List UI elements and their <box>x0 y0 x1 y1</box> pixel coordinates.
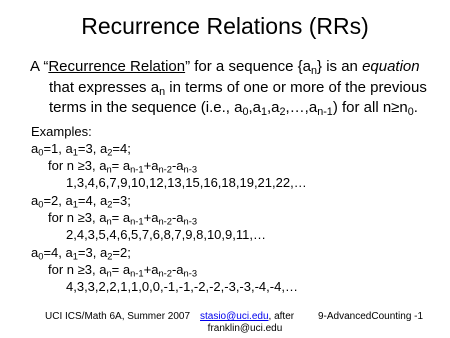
slide-title: Recurrence Relations (RRs) <box>81 13 369 39</box>
footer-slide-number: 9-AdvancedCounting -1 <box>318 311 424 322</box>
examples-label: Examples: <box>31 124 92 139</box>
footer-course: UCI ICS/Math 6A, Summer 2007 <box>45 311 191 322</box>
example-3-rule: for n ≥3, $a_n= a_{n-1}+a_{n-2}-a_{n-3}$ <box>48 262 198 279</box>
footer-credits: stasio@uci.edu, after franklin@uci.edu <box>200 311 295 334</box>
equation-term: equation <box>362 58 420 75</box>
footer-email-2: franklin@uci.edu <box>207 323 283 334</box>
definition-line-2: that expresses $a_n$ in terms of one or more of the previous <box>49 79 427 99</box>
recurrence-relation-term: Recurrence Relation <box>48 58 186 75</box>
example-3-initial-values: $a_0=4$, $a_1=3$, $a_2=2$; <box>31 245 131 262</box>
definition-line-1: A “Recurrence Relation” for a sequence $\{a_n\}$ is an equation <box>30 58 420 78</box>
footer-email-link[interactable]: stasio@uci.edu <box>200 311 269 322</box>
example-2-initial-values: $a_0=2$, $a_1=4$, $a_2=3$; <box>31 193 131 210</box>
example-1-initial-values: $a_0=1$, $a_1=3$, $a_2=4$; <box>31 141 131 158</box>
definition-line-3: terms in the sequence (i.e., $a_0,a_1,a_2,\dots,a_{n-1}$) for all $n\ge n_0$. <box>49 99 418 119</box>
example-3-sequence: 4,3,3,2,2,1,1,0,0,-1,-1,-2,-2,-3,-3,-4,-4,… <box>66 279 298 294</box>
example-2-rule: for n ≥3, $a_n= a_{n-1}+a_{n-2}-a_{n-3}$ <box>48 210 198 227</box>
example-2-sequence: 2,4,3,5,4,6,5,7,6,8,7,9,8,10,9,11,… <box>66 227 266 242</box>
example-1-sequence: 1,3,4,6,7,9,10,12,13,15,16,18,19,21,22,… <box>66 175 307 190</box>
example-1-rule: for n ≥3, $a_n= a_{n-1}+a_{n-2}-a_{n-3}$ <box>48 158 198 175</box>
